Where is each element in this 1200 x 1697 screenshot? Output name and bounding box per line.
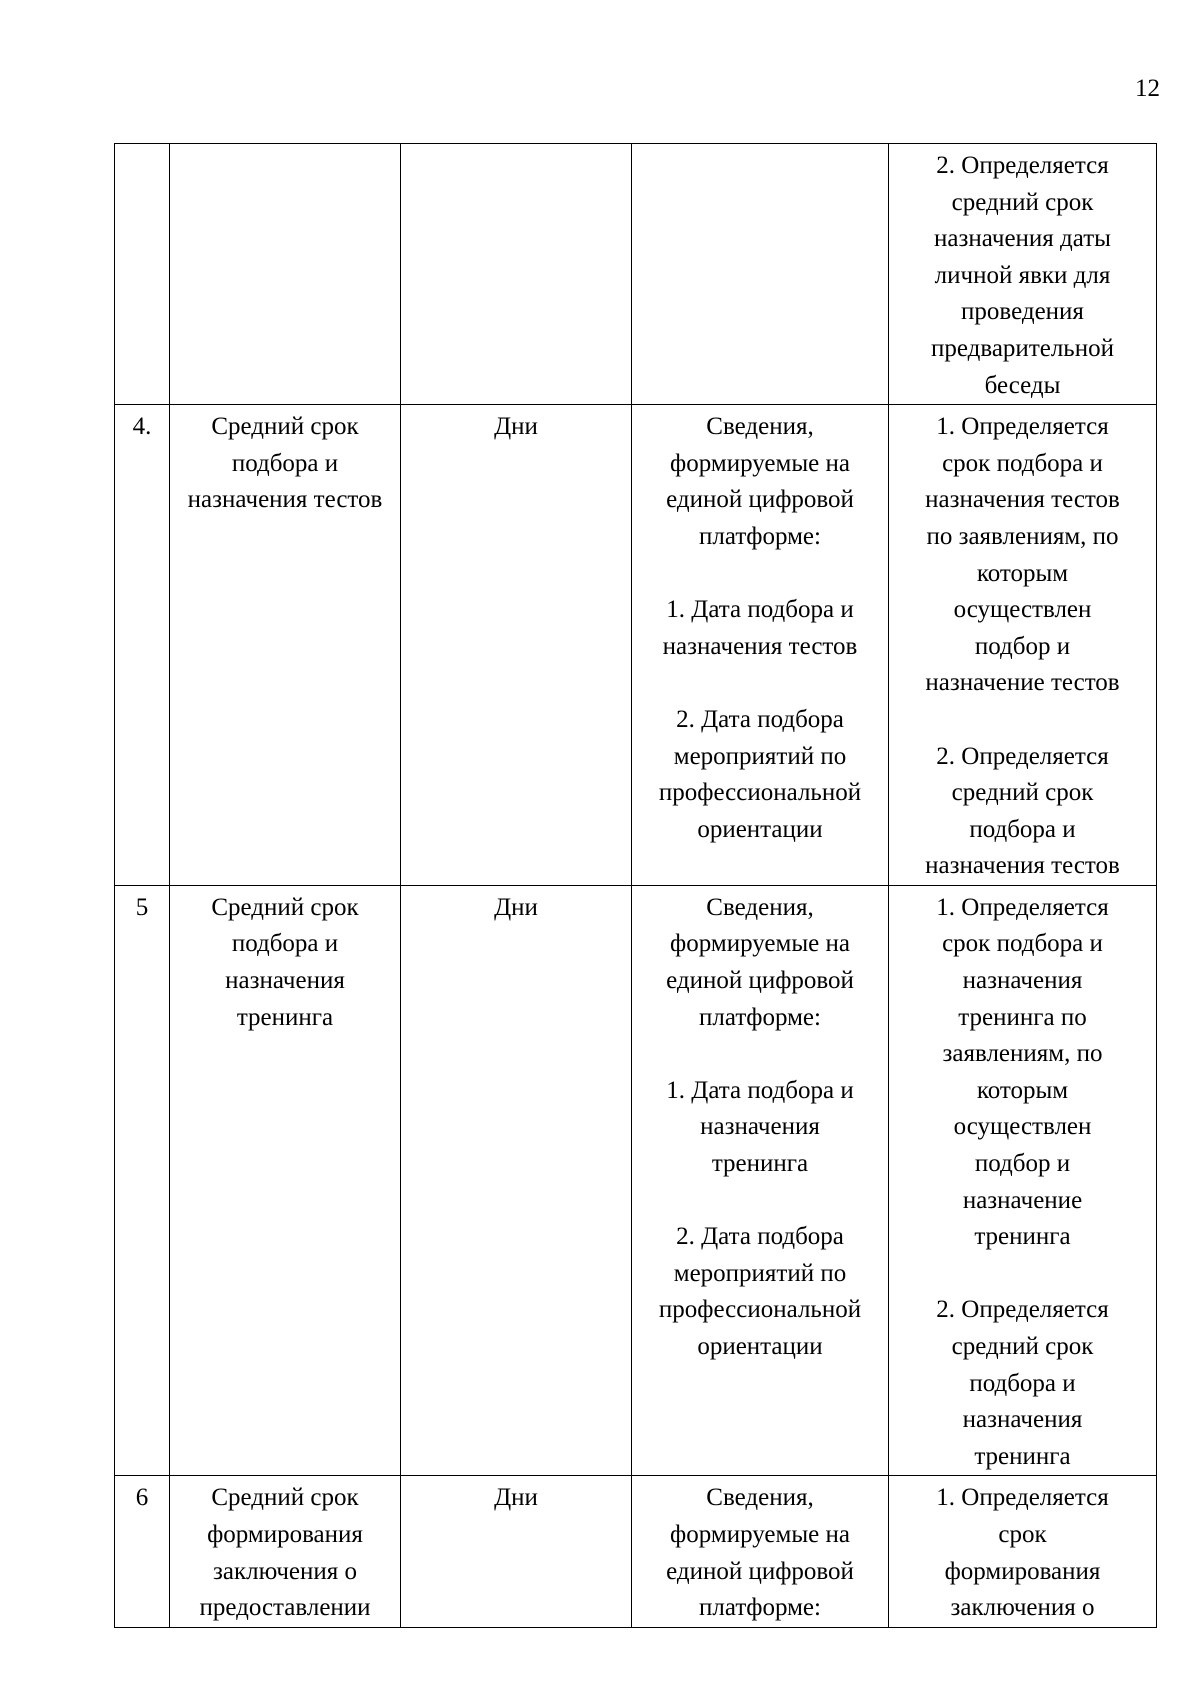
- method-paragraph: 2. Определяется средний срок назначения даты личной явки для проведения предварительной беседы: [931, 152, 1114, 399]
- cell-number: 5: [115, 885, 170, 1476]
- method-paragraph: 2. Определяется средний срок подбора и назначения тренинга: [936, 1296, 1109, 1470]
- table-row: [115, 885, 1157, 1476]
- cell-data-source: [632, 1476, 889, 1627]
- source-paragraph: Сведения, формируемые на единой цифровой платформе:: [666, 413, 854, 550]
- cell-indicator-name: Средний срок подбора и назначения тестов: [170, 405, 401, 886]
- cell-number: 6: [115, 1476, 170, 1627]
- table-row: [115, 405, 1157, 886]
- cell-indicator-name: Средний срок формирования заключения о предоставлении: [170, 1476, 401, 1627]
- cell-unit: Дни: [401, 885, 632, 1476]
- page-number: 12: [1135, 75, 1160, 102]
- source-paragraph: 1. Дата подбора и назначения тестов: [662, 596, 858, 660]
- table-row: [115, 1476, 1157, 1627]
- indicator-table: [114, 143, 1157, 1628]
- cell-unit: [401, 144, 632, 405]
- table-row: [115, 144, 1157, 405]
- cell-data-source: [632, 405, 889, 886]
- method-paragraph: 2. Определяется средний срок подбора и назначения тестов: [925, 742, 1120, 880]
- cell-unit: Дни: [401, 1476, 632, 1627]
- source-paragraph: Сведения, формируемые на единой цифровой платформе:: [666, 1484, 854, 1622]
- cell-unit: Дни: [401, 405, 632, 886]
- cell-calculation-method: [889, 1476, 1157, 1627]
- cell-calculation-method: [889, 405, 1157, 886]
- cell-calculation-method: [889, 144, 1157, 405]
- cell-number: [115, 144, 170, 405]
- cell-indicator-name: [170, 144, 401, 405]
- method-paragraph: 1. Определяется срок подбора и назначения тренинга по заявлениям, по которым осуществлен подбор и назначение тренинга: [936, 893, 1109, 1251]
- source-paragraph: 2. Дата подбора мероприятий по профессиональной ориентации: [658, 1223, 862, 1360]
- method-paragraph: 1. Определяется срок формирования заключения о: [936, 1484, 1109, 1622]
- method-paragraph: 1. Определяется срок подбора и назначения тестов по заявлениям, по которым осуществлен подбор и назначение тестов: [925, 413, 1120, 697]
- source-paragraph: 1. Дата подбора и назначения тренинга: [666, 1076, 854, 1178]
- cell-calculation-method: [889, 885, 1157, 1476]
- cell-data-source: [632, 885, 889, 1476]
- cell-number: 4.: [115, 405, 170, 886]
- source-paragraph: 2. Дата подбора мероприятий по профессиональной ориентации: [658, 705, 862, 843]
- cell-data-source: [632, 144, 889, 405]
- cell-indicator-name: Средний срок подбора и назначения тренинга: [170, 885, 401, 1476]
- source-paragraph: Сведения, формируемые на единой цифровой платформе:: [666, 893, 854, 1031]
